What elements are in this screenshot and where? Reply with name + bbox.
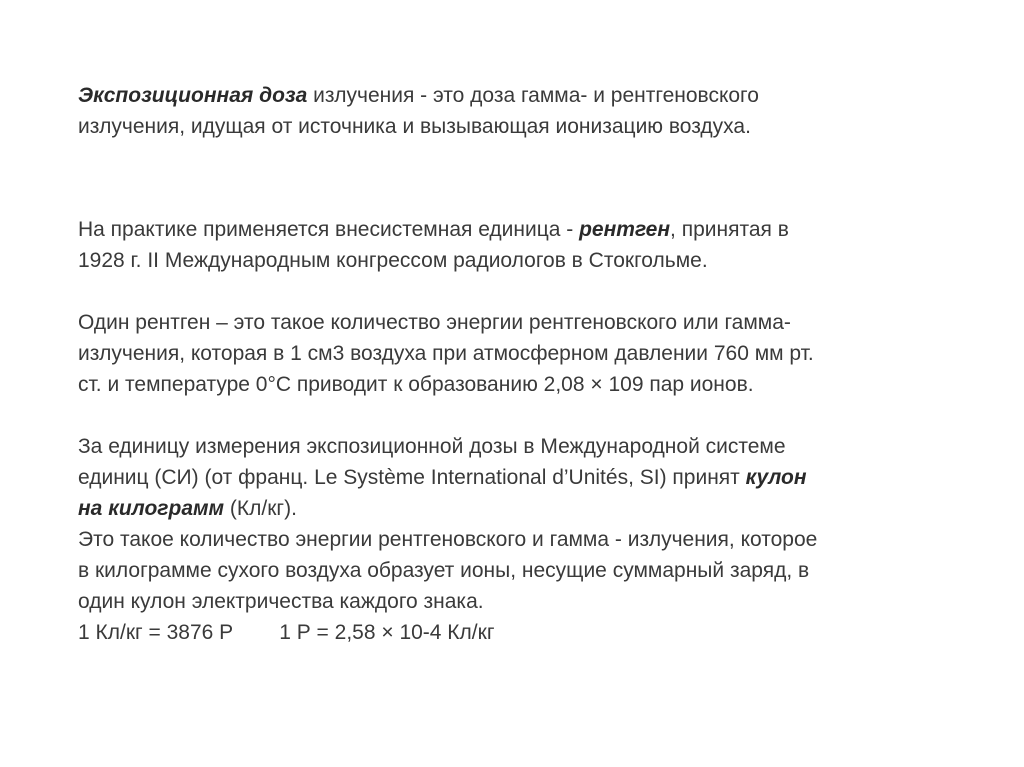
p3-line2: излучения, которая в 1 см3 воздуха при атмосферном давлении 760 мм рт. (78, 342, 814, 365)
term-per-kilogram: на килограмм (78, 497, 225, 520)
p4-line2-before: единиц (СИ) (от франц. Le Système International d’Unités, SI) принят (78, 466, 746, 489)
paragraph-exposure-dose (78, 80, 998, 142)
paragraph-si-unit (78, 431, 998, 648)
p1-line1-rest: излучения - это доза гамма- и рентгеновского (307, 84, 759, 107)
term-exposure-dose: Экспозиционная доза (78, 84, 308, 107)
slide-content (78, 80, 998, 648)
p4-line6: один кулон электричества каждого знака. (78, 590, 484, 613)
p4-line3-after: (Кл/кг). (224, 497, 297, 520)
p2-line2: 1928 г. II Международным конгрессом радиологов в Стокгольме. (78, 249, 708, 272)
p3-line1: Один рентген – это такое количество энергии рентгеновского или гамма- (78, 311, 791, 334)
p4-line1: За единицу измерения экспозиционной дозы в Международной системе (78, 435, 786, 458)
p2-line1-after: , принятая в (670, 218, 789, 241)
term-roentgen: рентген (579, 218, 671, 241)
formula-coulomb-to-roentgen: 1 Кл/кг = 3876 Р (78, 621, 234, 644)
p2-line1-before: На практике применяется внесистемная единица - (78, 218, 580, 241)
formula-roentgen-to-coulomb: 1 Р = 2,58 × 10-4 Кл/кг (279, 621, 495, 644)
p4-line4: Это такое количество энергии рентгеновского и гамма - излучения, которое (78, 528, 818, 551)
paragraph-roentgen-unit (78, 214, 998, 276)
p1-line2: излучения, идущая от источника и вызывающая ионизацию воздуха. (78, 115, 751, 138)
p4-line5: в килограмме сухого воздуха образует ионы, несущие суммарный заряд, в (78, 559, 810, 582)
paragraph-roentgen-definition (78, 307, 998, 400)
term-coulomb: кулон (745, 466, 807, 489)
p3-line3: ст. и температуре 0°С приводит к образованию 2,08 × 109 пар ионов. (78, 373, 754, 396)
